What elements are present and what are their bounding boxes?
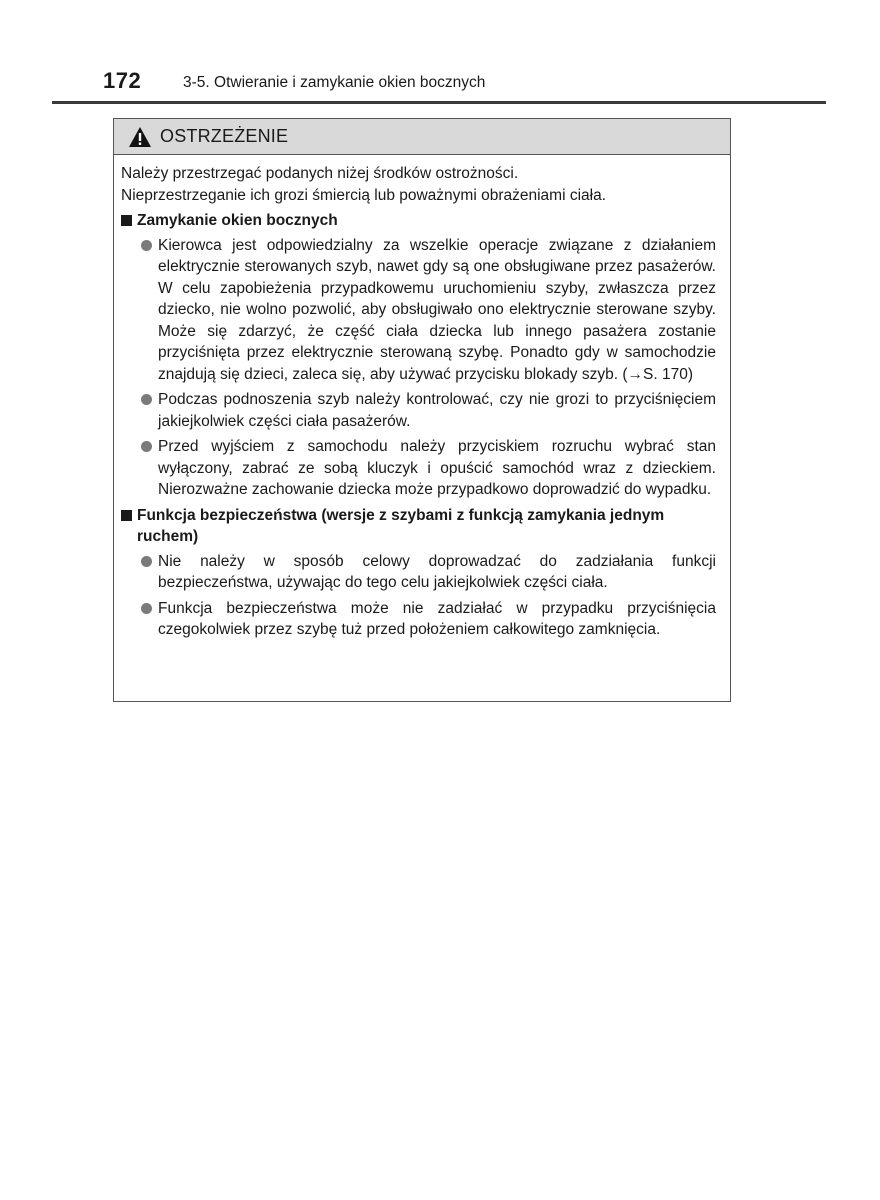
- intro-line: Nieprzestrzeganie ich grozi śmiercią lub poważnymi obrażeniami ciała.: [121, 186, 607, 204]
- warning-box: [113, 118, 731, 702]
- circle-bullet-icon: [141, 556, 152, 567]
- list-item-text: Kierowca jest odpowiedzialny za wszelkie operacje związane z działaniem elektrycznie sterowanych szyb, nawet gdy są one obsługiwane przez pasażerów. W celu zapobieżenia przypadkowemu uruchomieniu szyby, zwłaszcza przez dziecko, nie wolno pozwolić, aby obsługiwało ono elektrycznie sterowane szyby. Może się zdarzyć, że część ciała dziecka lub innego pasażera zostanie przyciśnięta przez elektrycznie sterowaną szybę. Ponadto gdy w samochodzie znajdują się dzieci, zaleca się, aby używać przycisku blokady szyb. (→S. 170): [158, 236, 716, 383]
- subsection-heading-text: Funkcja bezpieczeństwa (wersje z szybami z funkcją zamykania jednym ruchem): [137, 506, 665, 545]
- section-title: 3-5. Otwieranie i zamykanie okien bocznych: [183, 74, 486, 91]
- circle-bullet-icon: [141, 240, 152, 251]
- warning-header: [114, 119, 730, 155]
- subsection-heading-text: Zamykanie okien bocznych: [137, 212, 338, 229]
- list-item: [141, 235, 716, 386]
- warning-intro: [121, 163, 716, 206]
- circle-bullet-icon: [141, 603, 152, 614]
- subsection-heading: [121, 505, 716, 548]
- square-bullet-icon: [121, 215, 132, 226]
- list-item: [141, 598, 716, 641]
- list-item-text: Nie należy w sposób celowy doprowadzać do zadziałania funkcji bezpieczeństwa, używając do tego celu jakiejkolwiek części ciała.: [158, 552, 716, 591]
- circle-bullet-icon: [141, 441, 152, 452]
- warning-body: [114, 155, 730, 641]
- list-item-text: Przed wyjściem z samochodu należy przyciskiem rozruchu wybrać stan wyłączony, zabrać ze sobą kluczyk i opuścić samochód wraz z dzieckiem. Nierozważne zachowanie dziecka może przypadkowo doprowadzić do wypadku.: [158, 438, 716, 498]
- subsection-heading: [121, 210, 716, 232]
- list-item: [141, 551, 716, 594]
- list-item-text: Funkcja bezpieczeństwa może nie zadziałać w przypadku przyciśnięcia czegokolwiek przez szybę tuż przed położeniem całkowitego zamknięcia.: [158, 599, 716, 638]
- list-item: [141, 436, 716, 501]
- circle-bullet-icon: [141, 394, 152, 405]
- list-item-text: Podczas podnoszenia szyb należy kontrolować, czy nie grozi to przyciśnięciem jakiejkolwiek części ciała pasażerów.: [158, 391, 716, 430]
- page-number: 172: [103, 68, 142, 93]
- header-divider: [52, 101, 826, 104]
- list-item: [141, 389, 716, 432]
- warning-triangle-icon: [128, 126, 152, 148]
- page-header: [0, 66, 880, 106]
- square-bullet-icon: [121, 510, 132, 521]
- warning-title: OSTRZEŻENIE: [160, 126, 289, 146]
- intro-line: Należy przestrzegać podanych niżej środków ostrożności.: [121, 165, 519, 182]
